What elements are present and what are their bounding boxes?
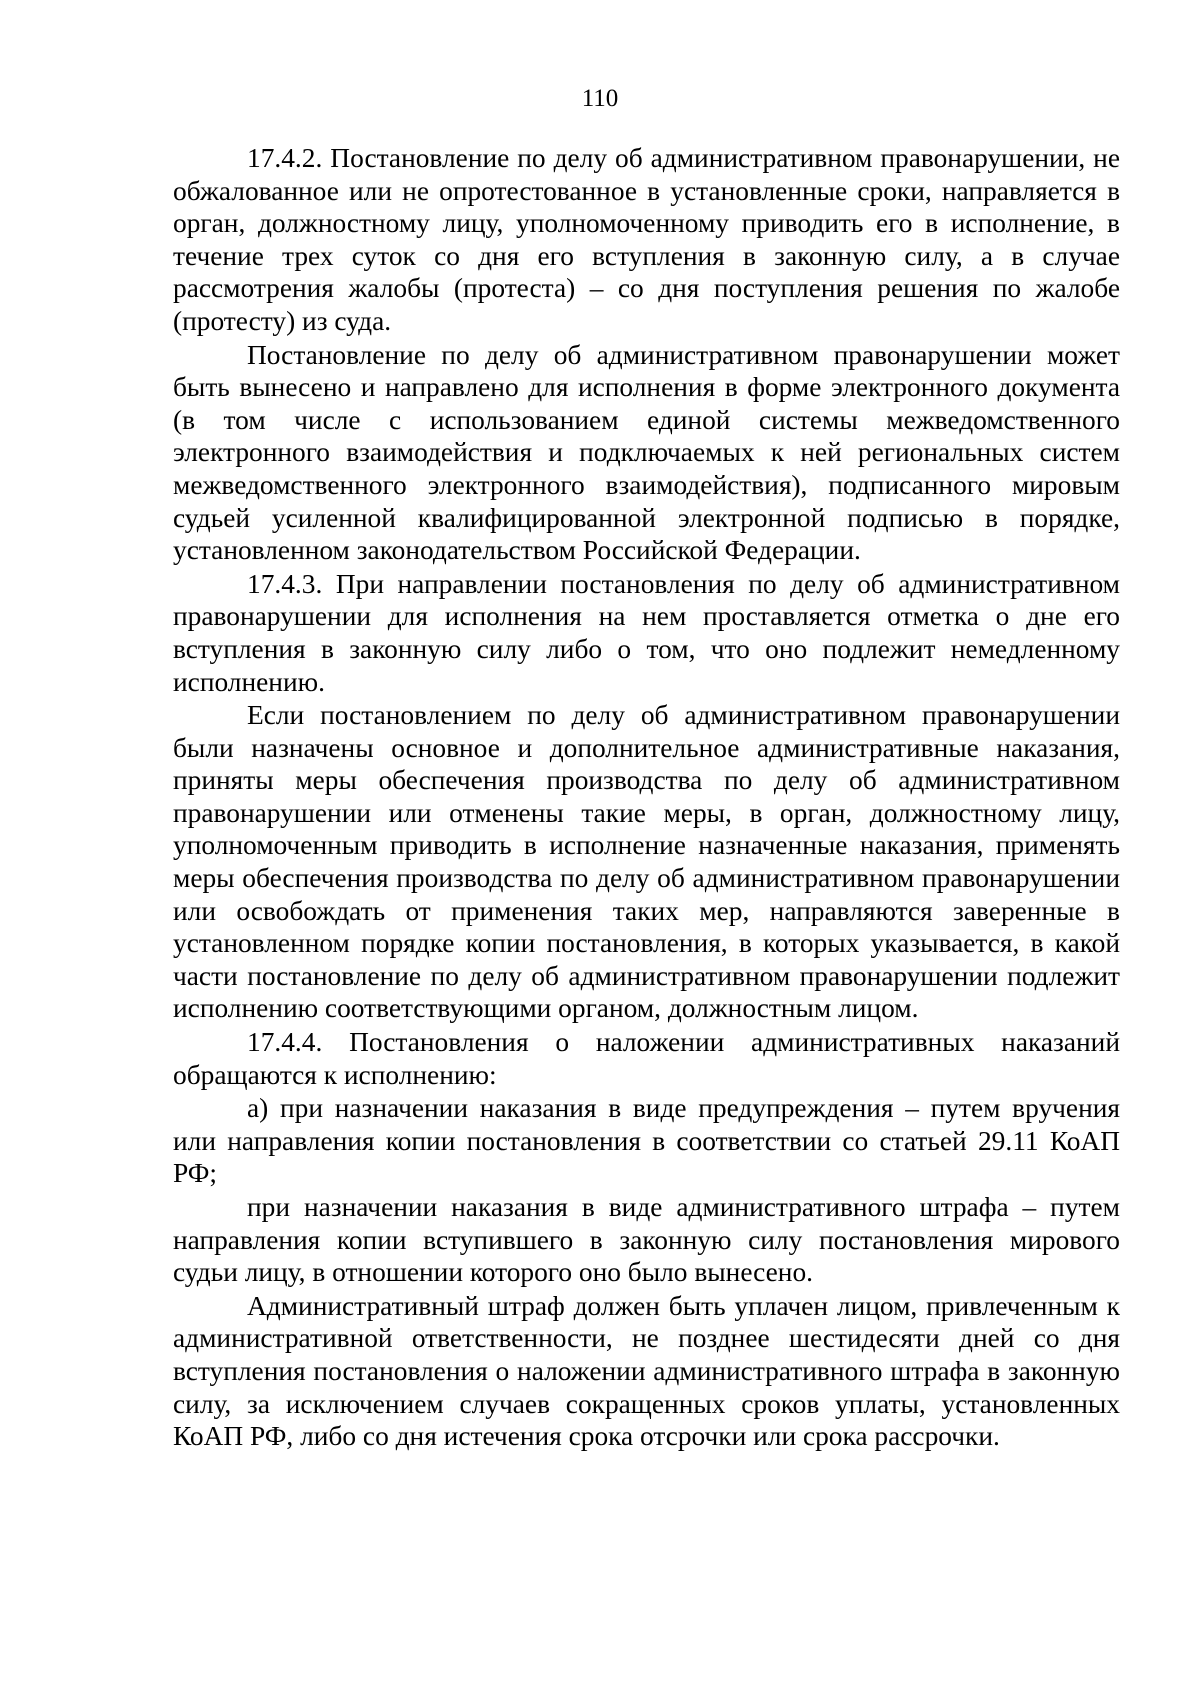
paragraph-multiple-penalties: Если постановлением по делу об административном правонарушении были назначены основное и дополнительное административные наказания, приняты меры обеспечения производства по делу об административном правонарушении или отменены такие меры, в орган, должностному лицу, уполномоченным приводить в исполнение назначенные наказания, применять меры обеспечения производства по делу об административном правонарушении или освобождать от применения таких мер, направляются заверенные в установленном порядке копии постановления, в которых указывается, в какой части постановление по делу об административном правонарушении подлежит исполнению соответствующими органом, должностным лицом. xyxy=(173,700,1120,1024)
paragraph-17-4-2: 17.4.2. Постановление по делу об административном правонарушении, не обжалованное или не опротестованное в установленные сроки, направляется в орган, должностному лицу, уполномоченному приводить его в исполнение, в течение трех суток со дня его вступления в законную силу, а в случае рассмотрения жалобы (протеста) – со дня поступления решения по жалобе (протесту) из суда. xyxy=(173,143,1120,336)
paragraph-electronic-document: Постановление по делу об административном правонарушении может быть вынесено и направлено для исполнения в форме электронного документа (в том числе с использованием единой системы межведомственного электронного взаимодействия и подключаемых к ней региональных систем межведомственного электронного взаимодействия), подписанного мировым судьей усиленной квалифицированной электронной подписью в порядке, установленном законодательством Российской Федерации. xyxy=(173,339,1120,566)
paragraph-fine-payment: Административный штраф должен быть уплачен лицом, привлеченным к административной ответственности, не позднее шестидесяти дней со дня вступления постановления о наложении административного штрафа в законную силу, за исключением случаев сокращенных сроков уплаты, установленных КоАП РФ, либо со дня истечения срока отсрочки или срока рассрочки. xyxy=(173,1290,1120,1452)
paragraph-fine-penalty: при назначении наказания в виде административного штрафа – путем направления копии вступившего в законную силу постановления мирового судьи лицу, в отношении которого оно было вынесено. xyxy=(173,1192,1120,1288)
page-number: 110 xyxy=(581,85,619,112)
paragraph-warning-penalty: а) при назначении наказания в виде предупреждения – путем вручения или направления копии постановления в соответствии со статьей 29.11 КоАП РФ; xyxy=(173,1093,1120,1189)
paragraph-17-4-4: 17.4.4. Постановления о наложении административных наказаний обращаются к исполнению: xyxy=(173,1027,1120,1090)
document-body xyxy=(173,142,1120,1454)
paragraph-17-4-3: 17.4.3. При направлении постановления по делу об административном правонарушении для исполнения на нем проставляется отметка о дне его вступления в законную силу либо о том, что оно подлежит немедленному исполнению. xyxy=(173,568,1120,697)
